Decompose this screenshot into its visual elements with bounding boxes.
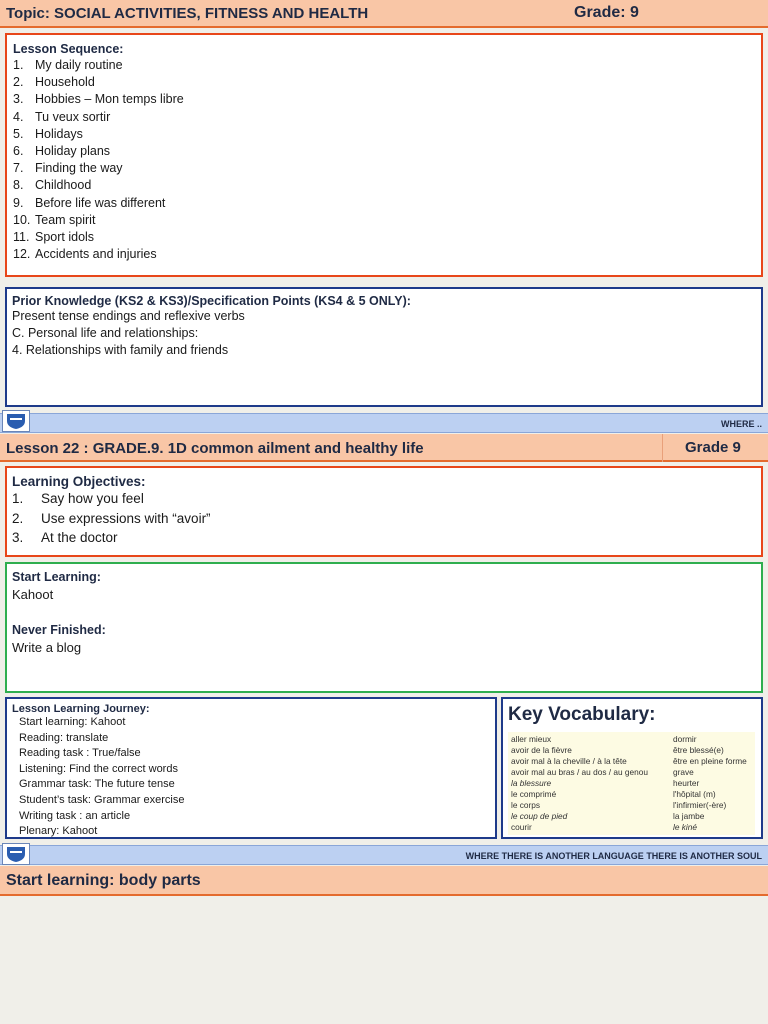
vocabulary-item: le coup de pied — [511, 811, 568, 821]
lesson-sequence-list — [13, 57, 755, 263]
list-item-text: Holidays — [35, 126, 83, 141]
list-item — [13, 57, 755, 74]
vocabulary-item: avoir de la fièvre — [511, 745, 572, 755]
shield-icon — [5, 845, 27, 863]
prior-knowledge-heading: Prior Knowledge (KS2 & KS3)/Specification Points (KS4 & 5 ONLY): — [12, 294, 411, 308]
list-item-text: Team spirit — [35, 212, 96, 227]
list-item-text: Accidents and injuries — [35, 247, 157, 262]
learning-journey-list — [12, 715, 490, 839]
vocabulary-item: l'infirmier(-ère) — [673, 800, 727, 810]
objective-text: Use expressions with “avoir” — [41, 510, 211, 526]
objective-number: 2. — [12, 510, 24, 526]
learning-objectives-list — [12, 489, 756, 548]
learning-journey-box — [5, 697, 497, 839]
start-learning-text: Kahoot — [12, 587, 54, 602]
lesson-header — [0, 434, 768, 462]
key-vocabulary-heading: Key Vocabulary: — [508, 704, 656, 725]
list-item-number: 3. — [13, 92, 24, 107]
list-item-number: 9. — [13, 195, 24, 210]
lesson-grade: Grade 9 — [685, 439, 741, 456]
vocabulary-item: courir — [511, 822, 532, 832]
list-item-number: 5. — [13, 126, 24, 141]
list-item — [13, 246, 755, 263]
prior-knowledge-line: Present tense endings and reflexive verbs — [12, 309, 245, 323]
lesson-title: Lesson 22 : GRADE.9. 1D common ailment and healthy life — [6, 440, 424, 457]
footer-bar-2 — [0, 845, 768, 865]
list-item — [13, 143, 755, 160]
list-item-number: 11. — [13, 230, 30, 245]
list-item — [13, 195, 755, 212]
lesson-sequence-box — [5, 33, 763, 277]
body-parts-title: Start learning: body parts — [6, 872, 201, 889]
vocabulary-item: avoir mal au bras / au dos / au genou — [511, 767, 648, 777]
never-finished-text: Write a blog — [12, 640, 82, 656]
school-logo — [2, 410, 30, 432]
list-item — [13, 229, 755, 246]
journey-item: Start learning: Kahoot — [19, 716, 126, 728]
objective-text: Say how you feel — [41, 491, 144, 506]
list-item — [13, 160, 755, 177]
prior-knowledge-line: C. Personal life and relationships: — [12, 326, 199, 341]
journey-item: Student’s task: Grammar exercise — [19, 793, 185, 806]
list-item-text: Tu veux sortir — [35, 109, 111, 124]
journey-item: Reading: translate — [19, 731, 109, 744]
start-learning-box — [5, 562, 763, 693]
objective-number: 1. — [12, 491, 24, 506]
list-item-text: Sport idols — [35, 230, 95, 245]
list-item-text: My daily routine — [35, 58, 123, 72]
topic-grade: Grade: 9 — [574, 4, 639, 21]
list-item-number: 7. — [13, 161, 24, 176]
vocabulary-item: dormir — [673, 734, 697, 744]
list-item — [13, 74, 755, 91]
vocabulary-item: le kiné — [673, 822, 697, 832]
topic-header — [0, 0, 768, 28]
learning-objectives-heading: Learning Objectives: — [12, 474, 146, 489]
vocabulary-item: être en pleine forme — [673, 756, 747, 766]
vocabulary-item: grave — [673, 767, 694, 777]
list-item-text: Childhood — [35, 178, 92, 193]
vocabulary-item: l'hôpital (m) — [673, 789, 716, 799]
list-item-number: 8. — [13, 178, 24, 193]
journey-item: Reading task : True/false — [19, 747, 141, 760]
list-item-text: Holiday plans — [35, 144, 111, 159]
journey-item: Writing task : an article — [19, 809, 131, 822]
objective-number: 3. — [12, 530, 24, 545]
start-learning-heading: Start Learning: — [12, 570, 101, 584]
vocabulary-item: le corps — [511, 800, 541, 810]
vocabulary-item: heurter — [673, 778, 700, 788]
vocabulary-column-left — [511, 734, 673, 833]
list-item-text: Hobbies – Mon temps libre — [35, 92, 184, 107]
list-item — [13, 91, 755, 108]
list-item-number: 6. — [13, 144, 24, 159]
list-item — [13, 177, 755, 194]
body-parts-header — [0, 866, 768, 896]
vocabulary-item: le comprimé — [511, 789, 557, 799]
list-item-number: 12. — [13, 247, 31, 262]
topic-title: Topic: SOCIAL ACTIVITIES, FITNESS AND HEALTH — [6, 5, 369, 22]
key-vocabulary-box — [501, 697, 763, 839]
objective-item — [12, 489, 756, 509]
lesson-sequence-heading: Lesson Sequence: — [13, 42, 124, 56]
vocabulary-table — [508, 732, 755, 835]
list-item — [13, 212, 755, 229]
vocabulary-item: la blessure — [511, 778, 552, 788]
list-item — [13, 109, 755, 126]
list-item-number: 10. — [13, 212, 31, 227]
vocabulary-item: avoir mal à la cheville / à la tête — [511, 756, 627, 766]
footer-bar-2-text: WHERE THERE IS ANOTHER LANGUAGE THERE IS ANOTHER SOUL — [465, 851, 762, 861]
never-finished-heading: Never Finished: — [12, 623, 106, 638]
objective-text: At the doctor — [41, 530, 118, 545]
footer-bar-1 — [0, 413, 768, 433]
objective-item — [12, 528, 756, 548]
vocabulary-item: aller mieux — [511, 734, 552, 744]
learning-journey-heading: Lesson Learning Journey: — [12, 703, 150, 715]
journey-item: Grammar task: The future tense — [19, 778, 175, 791]
school-logo-2 — [2, 843, 30, 865]
footer-bar-1-text: WHERE .. — [720, 419, 762, 429]
list-item-number: 4. — [13, 109, 24, 124]
list-item-text: Before life was different — [35, 195, 166, 210]
shield-icon — [5, 412, 27, 430]
list-item-text: Household — [35, 75, 95, 90]
list-item-text: Finding the way — [35, 161, 123, 176]
vocabulary-item: être blessé(e) — [673, 745, 724, 755]
prior-knowledge-box — [5, 287, 763, 407]
journey-item: Plenary: Kahoot — [19, 825, 98, 838]
lesson-header-divider — [662, 434, 663, 462]
list-item-number: 1. — [13, 58, 24, 72]
list-item — [13, 126, 755, 143]
prior-knowledge-lines — [12, 308, 756, 360]
journey-item: Listening: Find the correct words — [19, 762, 178, 775]
vocabulary-column-right — [673, 734, 747, 833]
objective-item — [12, 509, 756, 529]
list-item-number: 2. — [13, 75, 24, 90]
learning-objectives-box — [5, 466, 763, 557]
vocabulary-item: la jambe — [673, 811, 705, 821]
prior-knowledge-line: 4. Relationships with family and friends — [12, 343, 229, 358]
